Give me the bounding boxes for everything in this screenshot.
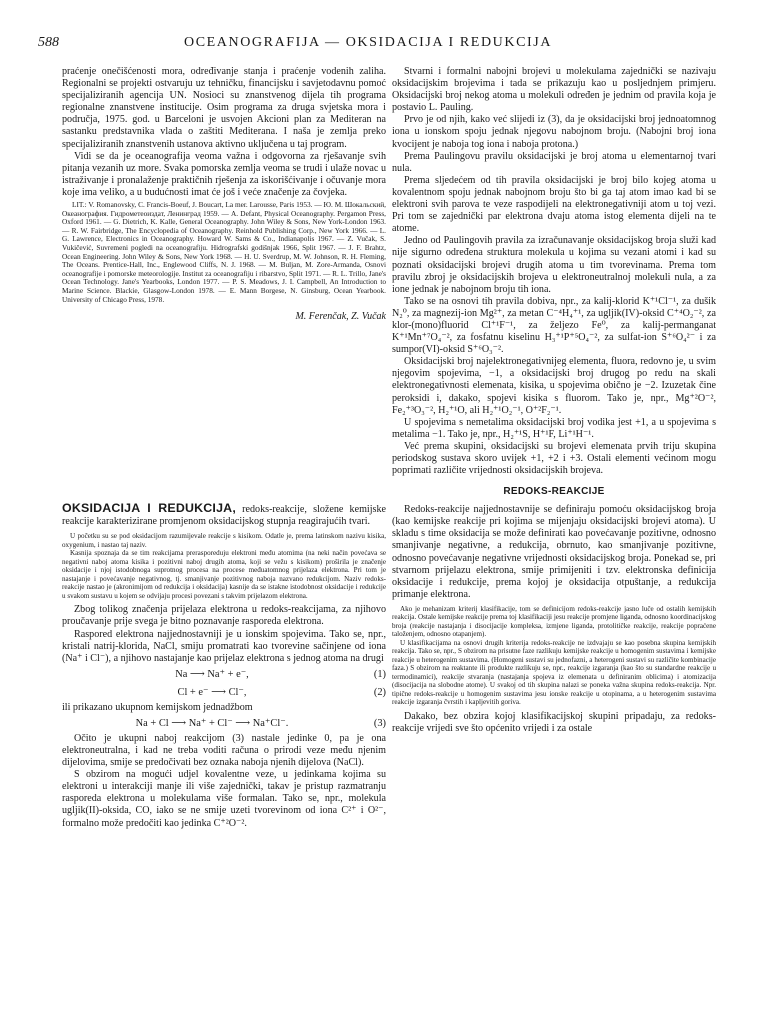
paragraph: Prema Paulingovu pravilu oksidacijski je broj atoma u elementarnoj tvari nula. xyxy=(392,150,716,174)
paragraph: Tako se na osnovi tih pravila dobiva, npr., za kalij-klorid K⁺¹Cl⁻¹, za dušik N₂⁰, za magnezij-ion Mg²⁺, za metan C⁻⁴H₄⁺¹, za ugljik(IV)-oksid C⁺⁴O₂⁻², za klor-(mono)fluorid Cl⁺¹F⁻¹, za željezo Fe⁰, za kalij-permanganat K⁺¹Mn⁺⁷O₄⁻², za fosfatnu kiselinu H₃⁺¹P⁺⁵O₄⁻², za sulfat-ion S⁺⁶O₄²⁻ i za sumpor(VI)-oksid S⁺⁶O₃⁻². xyxy=(392,295,716,356)
equation-1 xyxy=(62,666,386,683)
paragraph: Dakako, bez obzira kojoj klasifikacijskoj skupini pripadaju, za redoks-reakcije vrijedi sve što općenito vrijedi i za ostale xyxy=(392,710,716,735)
section-heading: REDOKS-REAKCIJE xyxy=(503,486,605,498)
equation-formula: Cl + e⁻ ⟶ Cl⁻, xyxy=(177,686,247,698)
paragraph: Stvarni i formalni nabojni brojevi u molekulama zajednički se nazivaju oksidacijskim brojevima i tada se prikazuju kao u posljednjem primjeru. Oksidacijski broj nekog atoma u molekuli određen je jednim od pravila koja je postavio L. Pauling. xyxy=(392,66,716,114)
article-definition: redoks-reakcije, složene kemijske reakcije karakterizirane promjenom oksidacijskog stupnja reagirajućih tvari. xyxy=(62,504,386,528)
paragraph: Već prema skupini, oksidacijski su brojevi elemenata prvih triju skupina periodskog sustava skoro uvijek +1, +2 i +3. Ostali elementi većinom mogu poprimati različite vrijednosti oksidacijskih brojeva. xyxy=(392,440,716,477)
equation-number: (3) xyxy=(373,717,386,729)
paragraph: Raspored elektrona najjednostavniji je u ionskim spojevima. Tako se, npr., kristali natrij-klorida, NaCl, smiju promatrati kao tvorevine sačinjene od iona (Na⁺ i Cl⁻), a njihovo nastajanje kao prijelaz elektrona s jednog atoma na drugi xyxy=(62,628,386,664)
page-number: 588 xyxy=(38,35,59,50)
paragraph: U spojevima s nemetalima oksidacijski broj vodika jest +1, a u spojevima s metalima −1. Tako je, npr., H₂⁺¹S, H⁺¹F, Li⁺¹H⁻¹. xyxy=(392,416,716,440)
small-print-paragraph: Ako je mehanizam kriterij klasifikacije, tom se definicijom redoks-reakcije jasno luče od ostalih kemijskih reakcija. Ostale kemijske reakcije prema toj klasifikaciji jesu reakcije promjene liganda, odnosno koordinacijskog broja (reakcije nastajanja i disocijacije kompleksa, izmjene liganda, protolitičke reakcije, reakcije popraćene taloženjem, odnosno otapanjem). xyxy=(392,604,716,639)
running-title: OCEANOGRAFIJA — OKSIDACIJA I REDUKCIJA xyxy=(184,35,553,50)
article-heading xyxy=(62,502,386,528)
right-column xyxy=(392,66,716,735)
equation-formula: Na + Cl ⟶ Na⁺ + Cl⁻ ⟶ Na⁺Cl⁻. xyxy=(135,717,289,729)
paragraph: Očito je ukupni naboj reakcijom (3) nastale jedinke 0, pa je ona elektroneutralna, i kad ne treba voditi računa o prirodi veze među njenim dijelovima, smije se predočivati bez oznaka naboja njenih dijelova (NaCl). xyxy=(62,732,386,769)
small-print-paragraph: Kasnija spoznaja da se tim reakcijama prerasporeduju elektroni među atomima (na neki način povećava se negativni naboj atoma kisika i pozitivni naboj drugih atoma, koji se vežu s kisikom) proširila je značenje oksidacije i njoj istodobnoga suprotnog procesa na procese međuatomnog prijelaza elektrona. Pri tom je nastajanje i povećavanje negativnog, tj. smanjivanje pozitivnog naboja nazvano redukcijom. Naziv redoks-reakcije nastao je (akronimijom od redukcija i oksidacija) kasnije da se istakne istodobnost oksidacije i redukcije u svakom sustavu u kojem se odvijaju procesi povezani s takvim prijelazom elektrona. xyxy=(62,549,386,600)
paragraph: S obzirom na mogući udjel kovalentne veze, u jedinkama kojima su elektroni u interakciji manje ili više zajednički, takav je pristup razmatranju rasporeda elektrona u molekulama više formalan. Tako se, npr., molekula ugljik(II)-oksida, CO, iako se ne smije uzeti tvorevinom od iona C²⁺ i O²⁻, formalno može predočiti kao jedinka C⁺²O⁻². xyxy=(62,769,386,829)
paragraph: Vidi se da je oceanografija veoma važna i odgovorna za rješavanje svih pitanja vezanih uz more. Svaka pomorska zemlja veoma se trudi i ulaže novac u istraživanje i pronalaženje praktičnih rješenja za iskorišćivanje i očuvanje mora koje ima veliko, a u budućnosti imat će još i veće značenje za čovjeka. xyxy=(62,150,386,198)
left-column xyxy=(62,66,386,830)
equation-number: (2) xyxy=(373,686,386,698)
literature-list: LIT.: V. Romanovsky, C. Francis-Boeuf, J. Boucart, La mer. Larousse, Paris 1953. — Ю. М. Шокальский, Океанография. Гидрометеоиздат, Ленинград 1959. — A. Defant, Physical Oceanography. Pergamon Press, Oxford 1961. — G. Dietrich, K. Kalle, General Oceanography. John Wiley & Sons, New York-London 1963. — R. W. Fairbridge, The Encyclopedia of Oceanography. Reinhold Publishing Corp., New York 1966. — L. G. Lawrence, Electronics in Oceanography. Howard W. Sams & Co., Indianapolis 1967. — Z. Vučak, S. Vukičević, Suvremeni pogledi na oceanografiju. Hidrografski godišnjak 1966, Split 1967. — J. F. Brahtz, Ocean Engineering. John Wiley & Sons, New York 1968. — H. U. Sverdrup, M. W. Johnson, R. H. Fleming, The Oceans. Prentice-Hall, Inc., Englewood Cliffs, N. J. 1968. — M. Buljan, M. Zore-Armanda, Osnovi oceanografije i pomorske meteorologije. Institut za oceanografiju i ribarstvo, Split 1971. — R. L. Trillo, Jane's Ocean Technology. Jane's Yearbooks, London 1977. — P. S. Meadows, J. I. Campbell, An Introduction to Marine Science. Blackie, Glasgow-London 1978. — E. Mann Borgese, N. Ginsburg, Ocean Yearbook. University of Chicago Press, 1978. xyxy=(62,200,386,304)
paragraph: Prvo je od njih, kako već slijedi iz (3), da je oksidacijski broj jednoatomnog iona u ionskom spoju jednak njegovu nabojnom broju. (Nabojni broj iona kvocijent je naboja tog iona i naboja protona.) xyxy=(392,114,716,150)
paragraph: praćenje onečišćenosti mora, određivanje stanja i praćenje vodenih zaliha. Regionalni se projekti ostvaruju uz tehničku, financijsku i savjetodavnu pomoć specijaliziranih agencija UN. Nosioci su znanstvenog dijela tih programa regionalne znanstvene institucije. Osim programa za druga svjetska mora i područja, 1975. god. u Barceloni je usvojen Akcioni plan za Mediteran na sastanku predstavnika vlada o zaštiti Mediterana. I naša je zemlja preko specijaliziranih znanstvenih ustanova aktivno uključena u taj program. xyxy=(62,66,386,150)
equation-formula: Na ⟶ Na⁺ + e⁻, xyxy=(175,668,249,680)
paragraph: Prema sljedećem od tih pravila oksidacijski je broj bilo kojeg atoma u kovalentnom spoju jednak nabojnom broju što bi ga taj atom imao kad bi se elektroni svih parova te veze raspodijeli na elektronegativniji atom u toj vezi. Pri tom se zajednički par elektrona dvaju atoma istog elementa dijeli na te atome. xyxy=(392,174,716,235)
page-header xyxy=(38,35,718,55)
equation-3 xyxy=(62,715,386,732)
paragraph: Jedno od Paulingovih pravila za izračunavanje oksidacijskog broja služi kad nije sigurno određena struktura molekula u kojima su vezani atomi i kad su poznati oksidacijski brojevi drugih atoma u tim tvorevinama. Prema tom pravilu zbroj je oksidacijskih brojeva u elektroneutralnoj molekuli nula, a za ione jednak je nabojnom broju tih iona. xyxy=(392,235,716,295)
article-title: OKSIDACIJA I REDUKCIJA, xyxy=(62,501,236,516)
equation-2 xyxy=(62,684,386,701)
paragraph: Zbog tolikog značenja prijelaza elektrona u redoks-reakcijama, za njihovo proučavanje prije svega je bitno poznavanje rasporeda elektrona. xyxy=(62,604,386,628)
small-print-paragraph: U početku su se pod oksidacijom razumijevale reakcije s kisikom. Odatle je, prema latinskom nazivu kisika, oxygenium, i nastao taj naziv. xyxy=(62,532,386,549)
small-print-paragraph: U klasifikacijama na osnovi drugih kriterija redoks-reakcije ne izdvajaju se kao posebna skupina kemijskih reakcija. Tako se, npr., S obzirom na prisutne faze razlikuju kemijske reakcije u homogenim sustavima i kemijske reakcije u heterogenim sustavima. (Homogeni sustavi su jednofazni, a heterogeni sustavi su različite kombinacije faza.) S obzirom na reaktante ili produkte razlikuju se, npr., reakcije izgaranja (kao što su standardne reakcije u termodinamici), reakcije stvaranja (nastajanja spojeva iz elemenata u definiranim oblicima) i atomizacija (disocijacija na slobodne atome). U svakoj od tih skupina nalazi se poneka važna skupina redoks-reakcija. Npr. tipične redoks-reakcije u homogenim sustavima jesu ionske reakcije u otopinama, a u heterogenim sustavima reakcije izgaranja čvrstih i kapljevitih goriva. xyxy=(392,638,716,707)
article-authors: M. Ferenčak, Z. Vučak xyxy=(295,311,386,323)
paragraph: Oksidacijski broj najelektronegativnijeg elementa, fluora, redovno je, u svim njegovim spojevima, −1, a oksidacijski broj drugog po redu na skali elektronegativnosti elemenata, kisika, u spojevima obično je −2. Izuzetak čine peroksidi i, dakako, spojevi kisika s fluorom. Tako je, npr., Mg⁺²O⁻², Fe₂⁺³O₃⁻², H₂⁺¹O, ali H₂⁺¹O₂⁻¹, O⁺²F₂⁻¹. xyxy=(392,356,716,416)
paragraph: ili prikazano ukupnom kemijskom jednadžbom xyxy=(62,701,253,713)
paragraph: Redoks-reakcije najjednostavnije se definiraju pomoću oksidacijskog broja (kao kemijske reakcije pri kojima se mijenjaju oksidacijski brojevi atoma). U skladu s time oksidacija se može definirati kao povećavanje pozitivne, odnosno smanjivanje negativne, a redukcija, obrnuto, kao smanjivanje pozitivne, odnosno povećavanje negativne vrijednosti oksidacijskog broja. Ponekad se, pri stvarnom prijelazu elektrona, smije primijeniti i tzv. elektronska definicija oksidacije i redukcije, prema kojoj je oksidacija otpuštanje, a redukcija primanje elektrona. xyxy=(392,504,716,600)
equation-number: (1) xyxy=(373,668,386,680)
